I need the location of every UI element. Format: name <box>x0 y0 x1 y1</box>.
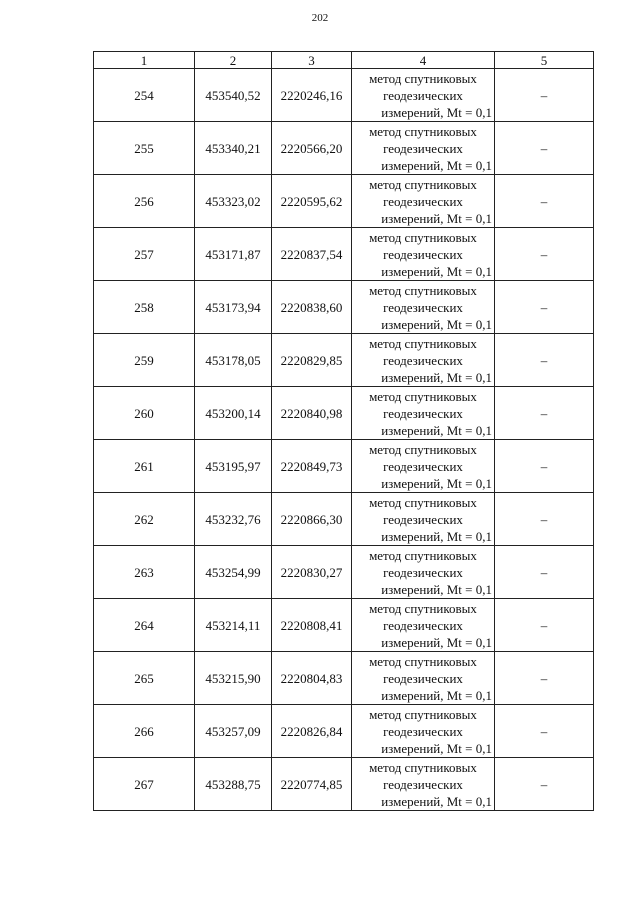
column-5-cell: – <box>495 599 594 652</box>
table-row <box>94 546 594 599</box>
method-line: геодезических <box>383 246 463 262</box>
column-5-cell: – <box>495 652 594 705</box>
method-line: метод спутниковых <box>369 388 477 404</box>
table-row <box>94 175 594 228</box>
column-5-cell: – <box>495 387 594 440</box>
coordinate-x-cell: 453323,02 <box>195 175 272 228</box>
coordinate-y-cell: 2220246,16 <box>272 69 352 122</box>
coordinate-y-cell: 2220774,85 <box>272 758 352 811</box>
method-line: геодезических <box>383 193 463 209</box>
coordinate-x-cell: 453171,87 <box>195 228 272 281</box>
header-col-1: 1 <box>94 52 195 69</box>
method-cell <box>352 546 495 599</box>
point-number-cell: 254 <box>94 69 195 122</box>
method-line: измерений, Mt = 0,1 <box>381 104 492 120</box>
coordinate-x-cell: 453540,52 <box>195 69 272 122</box>
header-col-4: 4 <box>352 52 495 69</box>
method-line: геодезических <box>383 405 463 421</box>
method-line: метод спутниковых <box>369 335 477 351</box>
point-number-cell: 257 <box>94 228 195 281</box>
point-number-cell: 262 <box>94 493 195 546</box>
column-5-cell: – <box>495 705 594 758</box>
column-5-cell: – <box>495 281 594 334</box>
table-row <box>94 440 594 493</box>
coordinate-x-cell: 453257,09 <box>195 705 272 758</box>
point-number-cell: 263 <box>94 546 195 599</box>
method-cell <box>352 758 495 811</box>
point-number-cell: 264 <box>94 599 195 652</box>
page-number: 202 <box>311 12 329 24</box>
method-line: измерений, Mt = 0,1 <box>381 528 492 544</box>
coordinate-x-cell: 453173,94 <box>195 281 272 334</box>
point-number-cell: 259 <box>94 334 195 387</box>
coordinate-x-cell: 453340,21 <box>195 122 272 175</box>
method-line: геодезических <box>383 299 463 315</box>
point-number-cell: 266 <box>94 705 195 758</box>
method-line: метод спутниковых <box>369 176 477 192</box>
coordinate-y-cell: 2220804,83 <box>272 652 352 705</box>
column-5-cell: – <box>495 122 594 175</box>
method-line: измерений, Mt = 0,1 <box>381 581 492 597</box>
table-row <box>94 652 594 705</box>
method-cell <box>352 652 495 705</box>
header-col-3: 3 <box>272 52 352 69</box>
point-number-cell: 255 <box>94 122 195 175</box>
header-col-5: 5 <box>495 52 594 69</box>
coordinate-x-cell: 453178,05 <box>195 334 272 387</box>
table-row <box>94 69 594 122</box>
method-cell <box>352 440 495 493</box>
method-line: геодезических <box>383 617 463 633</box>
coordinate-x-cell: 453214,11 <box>195 599 272 652</box>
table-row <box>94 599 594 652</box>
method-line: геодезических <box>383 87 463 103</box>
coordinate-y-cell: 2220838,60 <box>272 281 352 334</box>
coordinate-y-cell: 2220566,20 <box>272 122 352 175</box>
method-line: измерений, Mt = 0,1 <box>381 210 492 226</box>
method-line: метод спутниковых <box>369 653 477 669</box>
coordinate-y-cell: 2220840,98 <box>272 387 352 440</box>
point-number-cell: 256 <box>94 175 195 228</box>
coordinate-y-cell: 2220849,73 <box>272 440 352 493</box>
table-header-row <box>94 52 594 69</box>
method-line: геодезических <box>383 564 463 580</box>
method-line: измерений, Mt = 0,1 <box>381 634 492 650</box>
coordinate-y-cell: 2220830,27 <box>272 546 352 599</box>
table-row <box>94 281 594 334</box>
coordinate-y-cell: 2220595,62 <box>272 175 352 228</box>
column-5-cell: – <box>495 758 594 811</box>
method-line: геодезических <box>383 670 463 686</box>
coordinate-x-cell: 453215,90 <box>195 652 272 705</box>
table-row <box>94 387 594 440</box>
method-cell <box>352 175 495 228</box>
method-line: измерений, Mt = 0,1 <box>381 263 492 279</box>
coordinate-y-cell: 2220826,84 <box>272 705 352 758</box>
coordinate-y-cell: 2220837,54 <box>272 228 352 281</box>
method-cell <box>352 493 495 546</box>
coordinate-y-cell: 2220829,85 <box>272 334 352 387</box>
method-line: метод спутниковых <box>369 706 477 722</box>
method-line: измерений, Mt = 0,1 <box>381 157 492 173</box>
coordinate-x-cell: 453200,14 <box>195 387 272 440</box>
column-5-cell: – <box>495 334 594 387</box>
method-cell <box>352 69 495 122</box>
column-5-cell: – <box>495 69 594 122</box>
method-line: метод спутниковых <box>369 547 477 563</box>
method-line: метод спутниковых <box>369 70 477 86</box>
table-row <box>94 334 594 387</box>
method-line: измерений, Mt = 0,1 <box>381 475 492 491</box>
column-5-cell: – <box>495 546 594 599</box>
point-number-cell: 265 <box>94 652 195 705</box>
coordinates-table <box>93 51 594 811</box>
method-cell <box>352 705 495 758</box>
table-row <box>94 228 594 281</box>
table-row <box>94 705 594 758</box>
column-5-cell: – <box>495 228 594 281</box>
method-line: метод спутниковых <box>369 759 477 775</box>
header-col-2: 2 <box>195 52 272 69</box>
point-number-cell: 260 <box>94 387 195 440</box>
method-line: геодезических <box>383 776 463 792</box>
method-line: метод спутниковых <box>369 600 477 616</box>
method-line: измерений, Mt = 0,1 <box>381 687 492 703</box>
method-cell <box>352 387 495 440</box>
column-5-cell: – <box>495 493 594 546</box>
coordinate-x-cell: 453288,75 <box>195 758 272 811</box>
method-line: геодезических <box>383 140 463 156</box>
method-cell <box>352 334 495 387</box>
method-line: измерений, Mt = 0,1 <box>381 316 492 332</box>
point-number-cell: 267 <box>94 758 195 811</box>
coordinate-x-cell: 453195,97 <box>195 440 272 493</box>
point-number-cell: 261 <box>94 440 195 493</box>
method-line: метод спутниковых <box>369 282 477 298</box>
coordinate-x-cell: 453254,99 <box>195 546 272 599</box>
method-cell <box>352 122 495 175</box>
method-line: измерений, Mt = 0,1 <box>381 422 492 438</box>
method-line: измерений, Mt = 0,1 <box>381 793 492 809</box>
method-cell <box>352 281 495 334</box>
table-row <box>94 122 594 175</box>
method-line: геодезических <box>383 458 463 474</box>
coordinate-y-cell: 2220808,41 <box>272 599 352 652</box>
table-row <box>94 493 594 546</box>
method-line: метод спутниковых <box>369 123 477 139</box>
method-line: метод спутниковых <box>369 494 477 510</box>
method-line: метод спутниковых <box>369 441 477 457</box>
column-5-cell: – <box>495 440 594 493</box>
method-cell <box>352 599 495 652</box>
method-line: измерений, Mt = 0,1 <box>381 369 492 385</box>
coordinate-y-cell: 2220866,30 <box>272 493 352 546</box>
column-5-cell: – <box>495 175 594 228</box>
method-line: метод спутниковых <box>369 229 477 245</box>
method-cell <box>352 228 495 281</box>
method-line: геодезических <box>383 511 463 527</box>
method-line: геодезических <box>383 723 463 739</box>
method-line: геодезических <box>383 352 463 368</box>
coordinate-x-cell: 453232,76 <box>195 493 272 546</box>
method-line: измерений, Mt = 0,1 <box>381 740 492 756</box>
point-number-cell: 258 <box>94 281 195 334</box>
table-row <box>94 758 594 811</box>
